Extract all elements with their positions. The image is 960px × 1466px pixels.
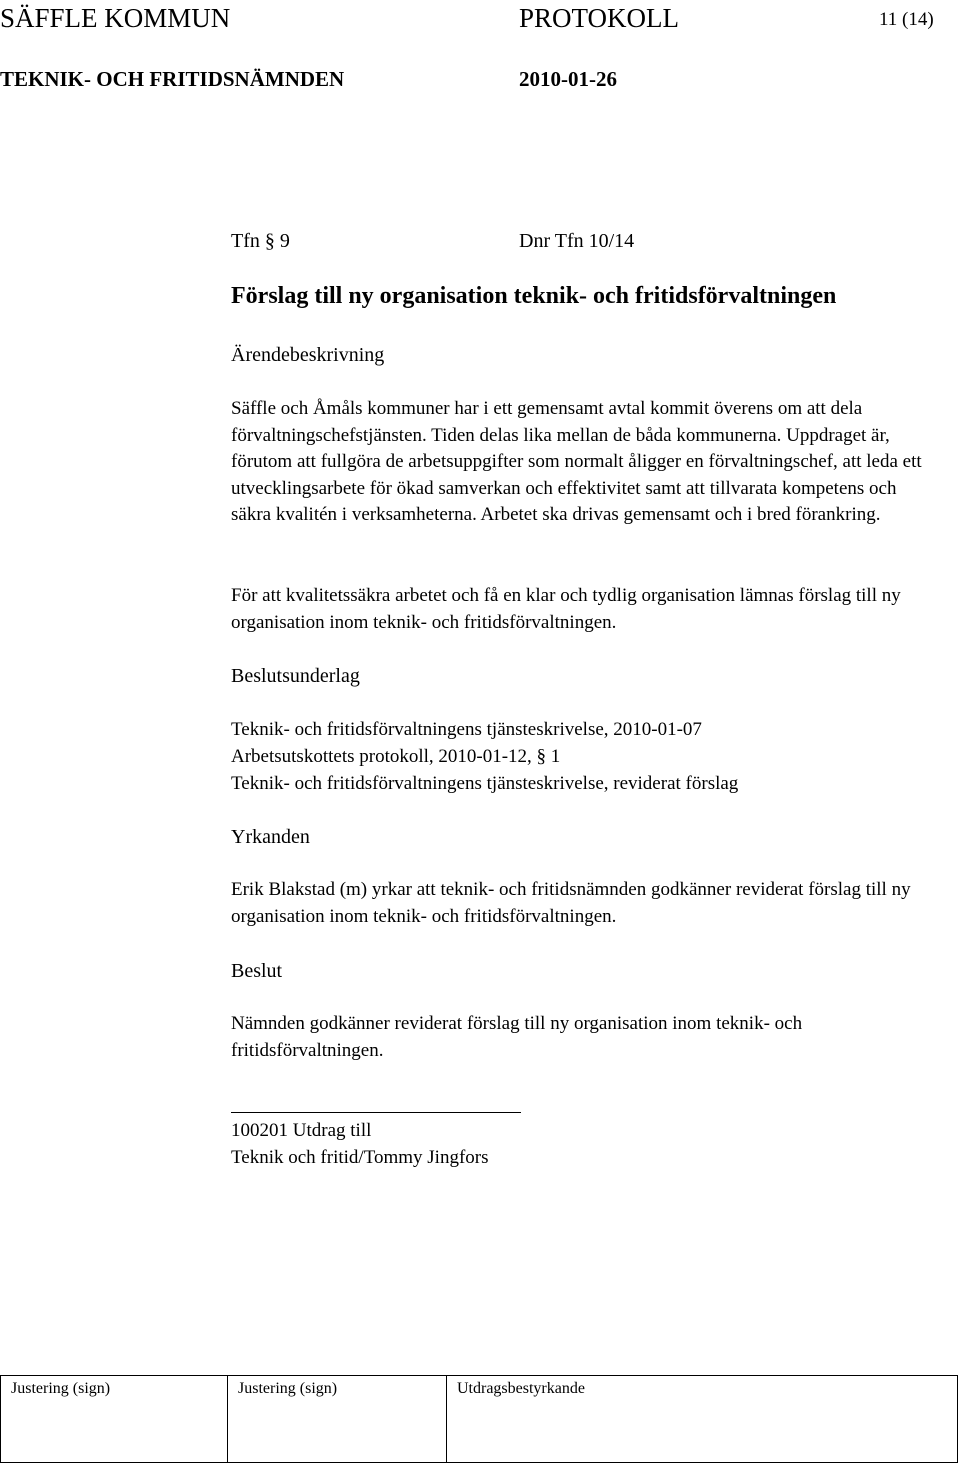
section-heading-yrkanden: Yrkanden [231,826,310,848]
arende-paragraph-1: Säffle och Åmåls kommuner har i ett gemensamt avtal kommit överens om att dela förvaltningschefstjänsten. Tiden delas lika mellan de båda kommunerna. Uppdraget är, förutom att fullgöra de arbetsuppgifter som normalt åligger en förvaltningschef, att leda ett utvecklingsarbete för ökad samverkan och effektivitet samt att tillvarata kompetens och säkra kvalitén i verksamheterna. Arbetet ska drivas gemensamt och i bred förankring. [231,398,922,526]
section-heading-beslutsunderlag: Beslutsunderlag [231,665,360,687]
page-number: 11 (14) [879,9,934,30]
signature-label: Justering (sign) [11,1380,111,1397]
distribution-line: 100201 Utdrag till [231,1120,372,1141]
underlag-item: Teknik- och fritidsförvaltningens tjänsteskrivelse, reviderat förslag [231,773,739,794]
section-heading-beslut: Beslut [231,960,283,982]
signature-table [0,1375,958,1463]
municipality-name: SÄFFLE KOMMUN [0,3,231,33]
signature-cell-justering-1 [1,1376,228,1462]
distribution-recipient: Teknik och fritid/Tommy Jingfors [231,1147,489,1168]
board-name: TEKNIK- OCH FRITIDSNÄMNDEN [0,67,345,91]
paragraph-number: Tfn § 9 [231,230,290,252]
signature-label: Justering (sign) [238,1380,338,1397]
document-type: PROTOKOLL [519,3,680,33]
arende-paragraph-2: För att kvalitetssäkra arbetet och få en klar och tydlig organisation lämnas förslag till ny organisation inom teknik- och fritidsförvaltningen. [231,585,901,633]
signature-cell-utdragsbestyrkande [447,1376,957,1462]
signature-label: Utdragsbestyrkande [457,1380,585,1397]
signature-cell-justering-2 [228,1376,447,1462]
meeting-date: 2010-01-26 [519,67,617,91]
section-heading-arendebeskrivning: Ärendebeskrivning [231,344,385,366]
divider-line [231,1112,521,1113]
case-title: Förslag till ny organisation teknik- och fritidsförvaltningen [231,283,837,309]
yrkanden-paragraph: Erik Blakstad (m) yrkar att teknik- och fritidsnämnden godkänner reviderat förslag till ny organisation inom teknik- och fritidsförvaltningen. [231,879,911,927]
beslut-paragraph: Nämnden godkänner reviderat förslag till ny organisation inom teknik- och fritidsförvaltningen. [231,1013,803,1061]
underlag-item: Arbetsutskottets protokoll, 2010-01-12, § 1 [231,746,561,767]
diary-number: Dnr Tfn 10/14 [519,230,635,252]
underlag-item: Teknik- och fritidsförvaltningens tjänsteskrivelse, 2010-01-07 [231,719,702,740]
